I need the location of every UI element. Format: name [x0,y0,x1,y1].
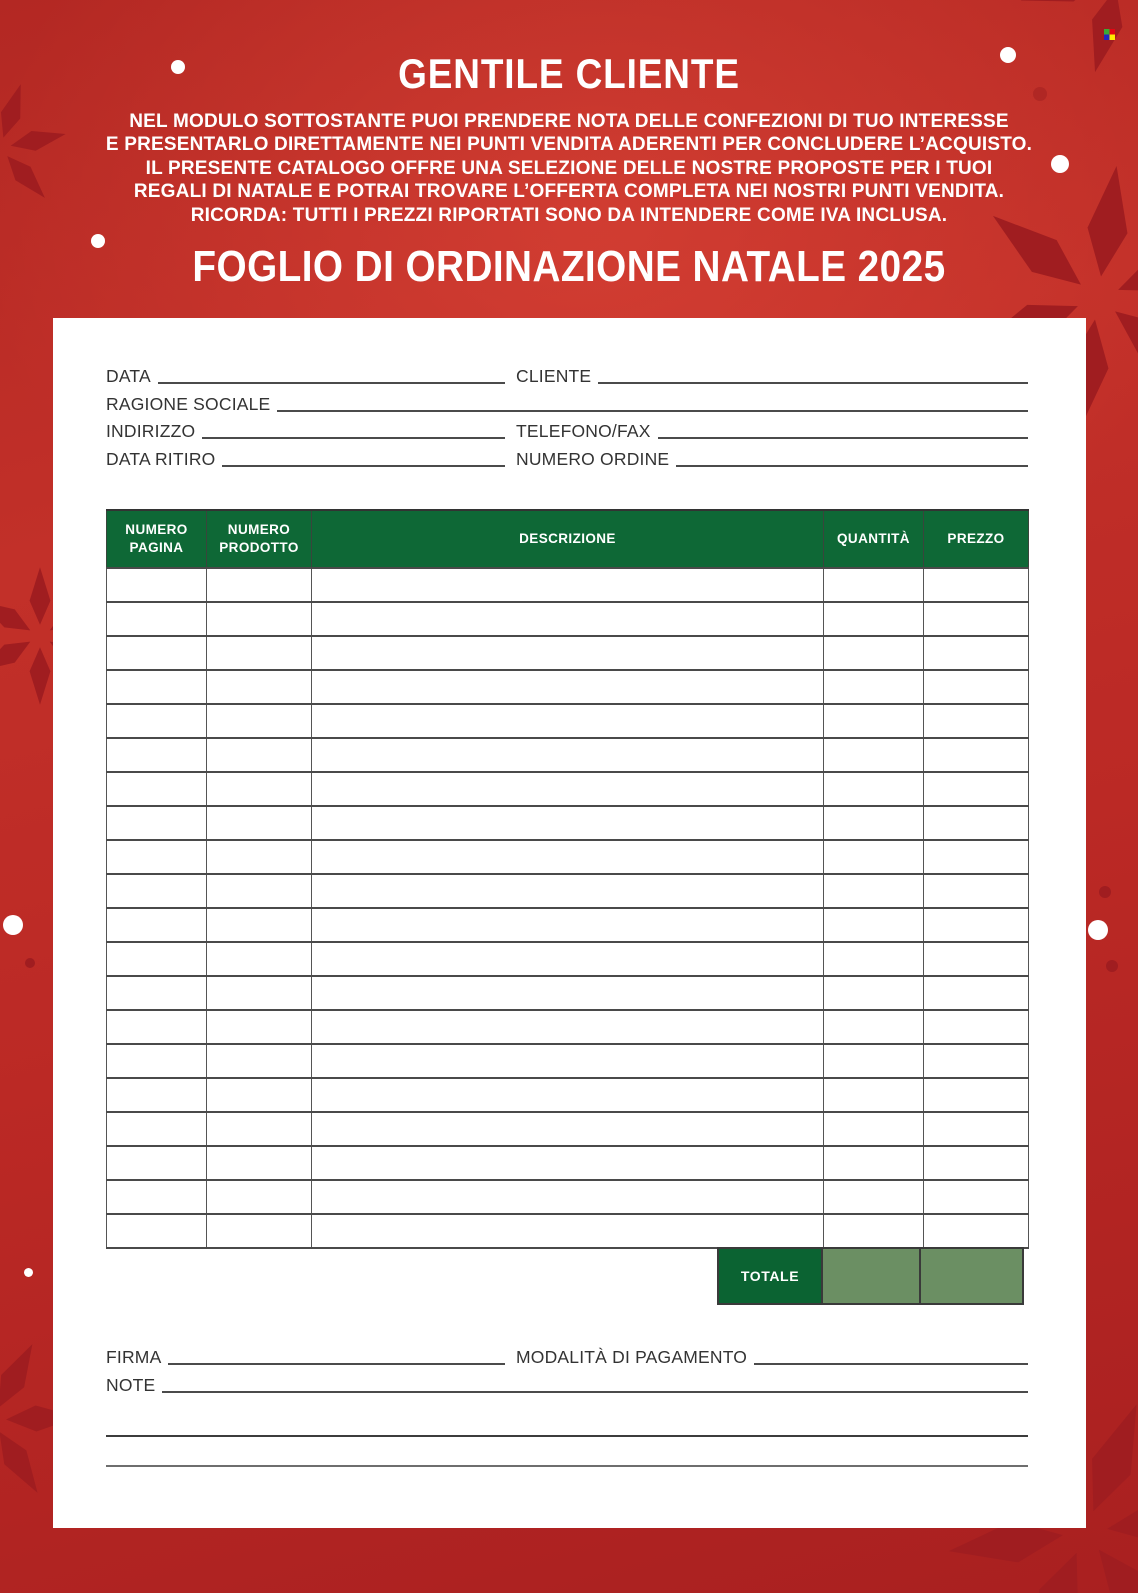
order-row [107,738,1029,772]
note-label: NOTE [106,1375,156,1395]
order-cell [824,704,924,738]
order-cell [824,1112,924,1146]
order-row [107,1112,1029,1146]
order-cell [312,976,824,1010]
ragione-sociale-label: RAGIONE SOCIALE [106,394,271,414]
order-cell [107,1180,207,1214]
order-cell [824,636,924,670]
order-cell [107,704,207,738]
order-cell [824,670,924,704]
order-cell [824,1078,924,1112]
hero-header [0,0,1138,292]
order-cell [312,1044,824,1078]
order-cell [207,1078,312,1112]
data-field-line [158,382,505,384]
order-cell [824,908,924,942]
order-cell [924,568,1029,602]
indirizzo-field-line [202,437,505,439]
order-cell [107,806,207,840]
order-cell [107,1010,207,1044]
order-cell [312,806,824,840]
order-cell [924,636,1029,670]
order-table [106,509,1029,1249]
order-cell [924,874,1029,908]
order-row [107,1010,1029,1044]
firma-field-line [168,1363,505,1365]
order-table-header-row [107,510,1029,568]
telefono-fax-field-line [658,437,1028,439]
order-cell [312,1146,824,1180]
order-row [107,1214,1029,1248]
cliente-label: CLIENTE [516,366,592,386]
field-row [106,1347,1028,1368]
order-cell [107,1078,207,1112]
order-cell [207,1010,312,1044]
note-extra-line [106,1465,1028,1467]
order-cell [312,772,824,806]
order-cell [107,942,207,976]
col-header-numero-pagina: NUMERO PAGINA [107,510,207,568]
order-row [107,568,1029,602]
order-cell [824,1146,924,1180]
totale-label: TOTALE [717,1247,823,1305]
order-row [107,1078,1029,1112]
totale-row [717,1247,1024,1305]
field-row [106,366,1028,387]
order-cell [207,704,312,738]
note-extra-line [106,1435,1028,1437]
order-cell [207,1044,312,1078]
field-row [106,449,1028,470]
order-cell [107,1146,207,1180]
order-cell [312,636,824,670]
totale-prezzo-cell [919,1247,1024,1305]
order-cell [207,738,312,772]
order-cell [207,602,312,636]
order-cell [207,976,312,1010]
order-cell [107,738,207,772]
order-cell [207,670,312,704]
col-header-descrizione: DESCRIZIONE [312,510,824,568]
intro-line: E PRESENTARLO DIRETTAMENTE NEI PUNTI VENDITA ADERENTI PER CONCLUDERE L’ACQUISTO. [105,134,1033,156]
intro-paragraph [0,110,1138,227]
decor-dot [1088,920,1108,940]
order-cell [207,1146,312,1180]
decor-dot-dark [25,958,35,968]
order-cell [924,908,1029,942]
order-row [107,1044,1029,1078]
order-cell [312,670,824,704]
firma-label: FIRMA [106,1347,162,1367]
col-header-numero-prodotto: NUMERO PRODOTTO [207,510,312,568]
order-cell [924,670,1029,704]
order-row [107,840,1029,874]
registration-mark-icon [1104,29,1115,40]
totale-quantita-cell [821,1247,921,1305]
order-cell [207,942,312,976]
order-cell [312,704,824,738]
order-cell [107,670,207,704]
data-ritiro-label: DATA RITIRO [106,449,216,469]
order-cell [107,602,207,636]
data-label: DATA [106,366,151,386]
order-cell [924,1180,1029,1214]
order-cell [107,772,207,806]
order-cell [824,1180,924,1214]
field-row [106,394,1028,415]
order-cell [824,1214,924,1248]
order-cell [824,1044,924,1078]
order-cell [207,1112,312,1146]
form-title: FOGLIO DI ORDINAZIONE NATALE 2025 [192,242,946,292]
order-cell [824,874,924,908]
order-cell [312,840,824,874]
intro-line: REGALI DI NATALE E POTRAI TROVARE L’OFFERTA COMPLETA NEI NOSTRI PUNTI VENDITA. [133,181,1005,203]
order-cell [312,874,824,908]
intro-line: NEL MODULO SOTTOSTANTE PUOI PRENDERE NOTA DELLE CONFEZIONI DI TUO INTERESSE [129,111,1009,132]
order-cell [207,806,312,840]
order-row [107,806,1029,840]
order-cell [312,1112,824,1146]
order-cell [107,1044,207,1078]
numero-ordine-label: NUMERO ORDINE [516,449,670,469]
telefono-fax-label: TELEFONO/FAX [516,421,651,441]
order-row [107,602,1029,636]
order-cell [824,568,924,602]
order-cell [107,1214,207,1248]
intro-line: IL PRESENTE CATALOGO OFFRE UNA SELEZIONE DELLE NOSTRE PROPOSTE PER I TUOI [145,157,993,179]
order-row [107,1180,1029,1214]
order-row [107,942,1029,976]
cliente-field-line [598,382,1028,384]
order-cell [924,1214,1029,1248]
decor-dot [24,1268,33,1277]
order-cell [107,874,207,908]
order-cell [312,568,824,602]
decor-dot-dark [1106,960,1118,972]
order-cell [312,1214,824,1248]
order-cell [207,568,312,602]
order-cell [924,704,1029,738]
order-row [107,908,1029,942]
order-cell [312,1010,824,1044]
order-cell [312,738,824,772]
col-header-quantita: QUANTITÀ [824,510,924,568]
col-header-prezzo: PREZZO [924,510,1029,568]
order-cell [924,1010,1029,1044]
order-row [107,636,1029,670]
order-cell [924,1078,1029,1112]
order-cell [824,806,924,840]
note-field-line [162,1391,1028,1393]
order-row [107,874,1029,908]
page-title: GENTILE CLIENTE [398,50,740,97]
order-cell [207,874,312,908]
order-cell [207,1214,312,1248]
data-ritiro-field-line [222,465,505,467]
decor-dot [3,915,23,935]
order-cell [207,908,312,942]
indirizzo-label: INDIRIZZO [106,421,196,441]
order-cell [207,636,312,670]
field-row [106,1375,1028,1396]
order-cell [107,840,207,874]
order-cell [312,1180,824,1214]
order-row [107,772,1029,806]
decor-dot-dark [1099,886,1111,898]
order-cell [924,942,1029,976]
order-cell [924,1112,1029,1146]
order-cell [824,738,924,772]
order-cell [824,1010,924,1044]
order-cell [312,1078,824,1112]
order-cell [824,976,924,1010]
order-cell [924,976,1029,1010]
order-row [107,1146,1029,1180]
order-cell [824,772,924,806]
order-cell [924,806,1029,840]
intro-line: RICORDA: TUTTI I PREZZI RIPORTATI SONO DA INTENDERE COME IVA INCLUSA. [190,204,948,226]
order-cell [107,636,207,670]
order-cell [824,942,924,976]
order-cell [924,738,1029,772]
order-cell [924,772,1029,806]
modalita-pagamento-field-line [754,1363,1028,1365]
field-row [106,421,1028,442]
order-cell [107,568,207,602]
order-cell [107,976,207,1010]
order-cell [107,1112,207,1146]
order-cell [924,1044,1029,1078]
numero-ordine-field-line [676,465,1028,467]
order-cell [824,840,924,874]
order-row [107,670,1029,704]
order-cell [312,602,824,636]
order-cell [924,1146,1029,1180]
order-cell [207,772,312,806]
order-table-body [107,568,1029,1248]
order-cell [207,1180,312,1214]
order-cell [824,602,924,636]
order-cell [312,908,824,942]
order-cell [107,908,207,942]
modalita-pagamento-label: MODALITÀ DI PAGAMENTO [516,1347,748,1367]
form-panel [53,318,1086,1528]
order-cell [207,840,312,874]
order-cell [924,840,1029,874]
order-row [107,704,1029,738]
order-cell [312,942,824,976]
ragione-sociale-field-line [277,410,1028,412]
order-row [107,976,1029,1010]
order-cell [924,602,1029,636]
